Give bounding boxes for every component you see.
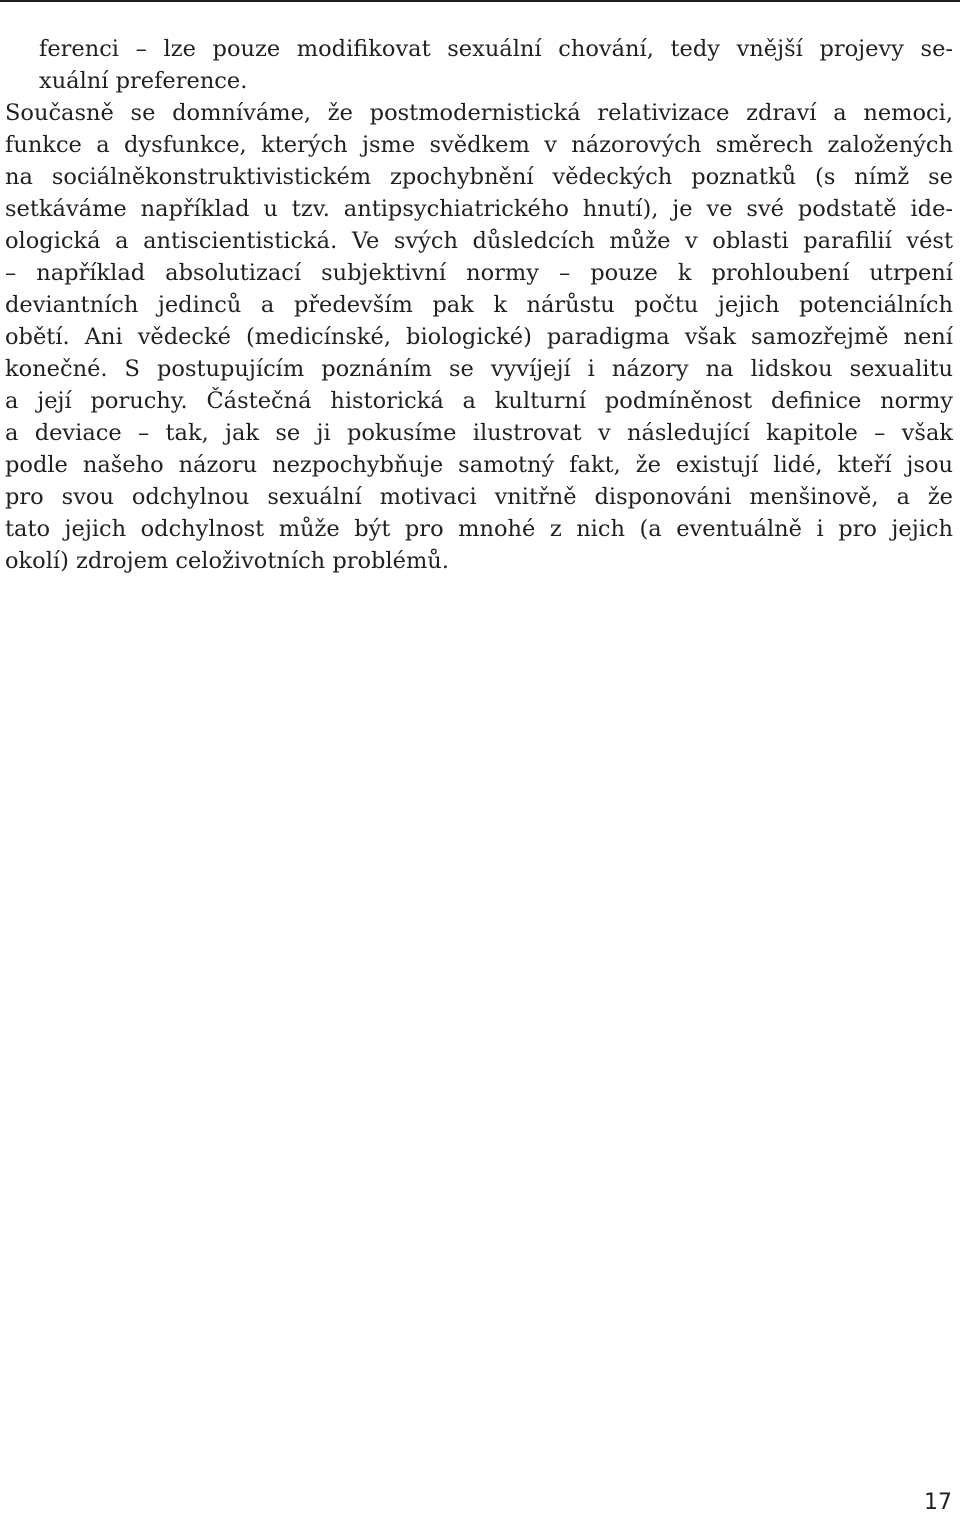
paragraph-2-line-14: tato jejich odchylnost může být pro mnohé z nich (a eventuálně i pro jejich: [5, 516, 953, 542]
paragraph-2-line-12: podle našeho názoru nezpochybňuje samotný fakt, že existují lidé, kteří jsou: [5, 452, 953, 478]
paragraph-2-line-11: a deviace – tak, jak se ji pokusíme ilustrovat v následující kapitole – však: [5, 420, 953, 446]
paragraph-1-line-2: xuální preference.: [39, 68, 248, 94]
paragraph-2-line-10: a její poruchy. Částečná historická a kulturní podmíněnost definice normy: [5, 388, 953, 414]
paragraph-1-line-1: ferenci – lze pouze modifikovat sexuální chování, tedy vnější projevy se-: [39, 36, 953, 62]
top-rule: [0, 0, 960, 2]
paragraph-2-line-8: obětí. Ani vědecké (medicínské, biologické) paradigma však samozřejmě není: [5, 324, 953, 350]
page-number: 17: [924, 1490, 952, 1515]
paragraph-2-line-5: ologická a antiscientistická. Ve svých důsledcích může v oblasti parafilií vést: [5, 228, 953, 254]
paragraph-2-line-7: deviantních jedinců a především pak k nárůstu počtu jejich potenciálních: [5, 292, 953, 318]
paragraph-2-line-3: na sociálněkonstruktivistickém zpochybnění vědeckých poznatků (s nímž se: [5, 164, 953, 190]
paragraph-2-line-13: pro svou odchylnou sexuální motivaci vnitřně disponováni menšinově, a že: [5, 484, 953, 510]
paragraph-2-line-4: setkáváme například u tzv. antipsychiatrického hnutí), je ve své podstatě ide-: [5, 196, 953, 222]
paragraph-2-line-2: funkce a dysfunkce, kterých jsme svědkem v názorových směrech založených: [5, 132, 953, 158]
paragraph-2-line-1: Současně se domníváme, že postmodernistická relativizace zdraví a nemoci,: [5, 100, 953, 126]
body-text: [5, 33, 953, 577]
paragraph-2-line-15: okolí) zdrojem celoživotních problémů.: [5, 548, 449, 574]
paragraph-2-line-6: – například absolutizací subjektivní normy – pouze k prohloubení utrpení: [5, 260, 953, 286]
paragraph-2-line-9: konečné. S postupujícím poznáním se vyvíjejí i názory na lidskou sexualitu: [5, 356, 953, 382]
